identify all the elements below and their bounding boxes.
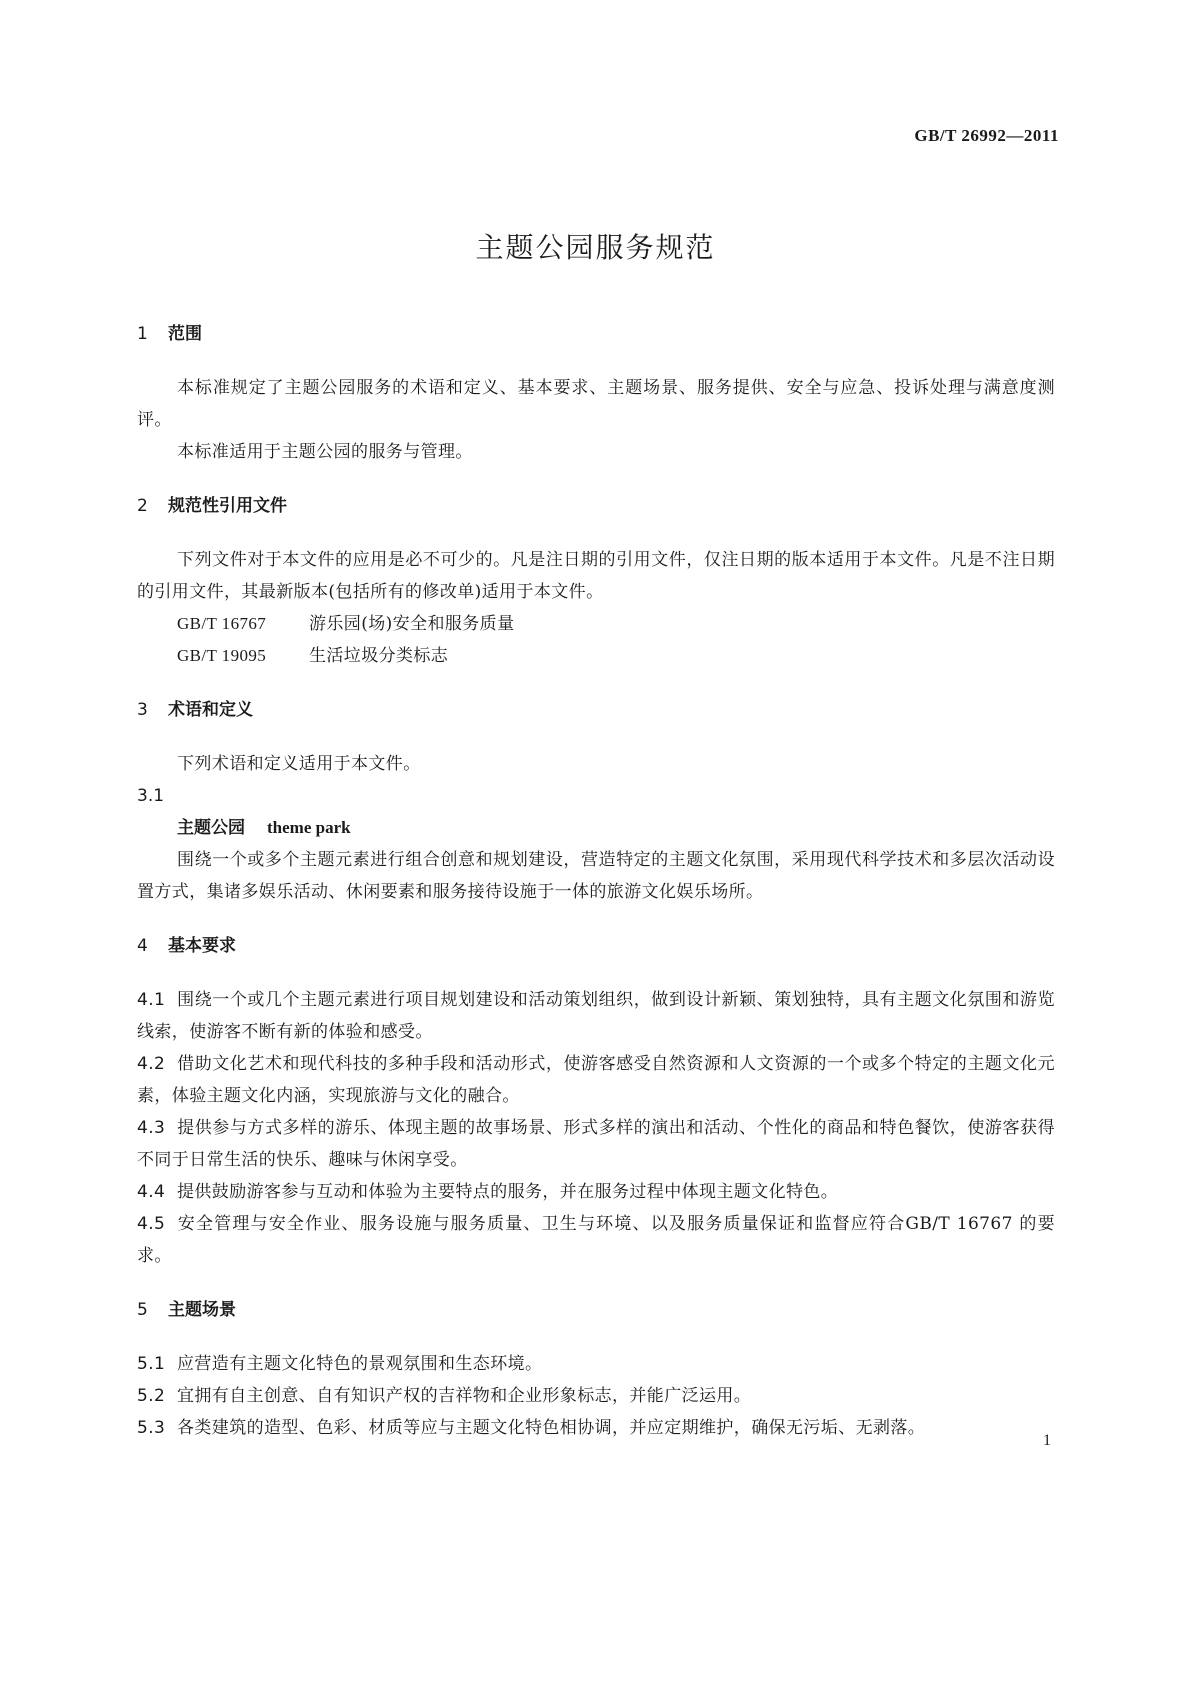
clause bbox=[137, 1048, 1055, 1112]
clause-number: 4.3 bbox=[137, 1118, 166, 1138]
clause-number: 4.4 bbox=[137, 1182, 166, 1202]
term-english: theme park bbox=[267, 818, 351, 837]
clause-text: 应营造有主题文化特色的景观氛围和生态环境。 bbox=[177, 1354, 543, 1374]
section-title: 基本要求 bbox=[168, 936, 236, 956]
document-body bbox=[137, 320, 1055, 1444]
paragraph: 本标准适用于主题公园的服务与管理。 bbox=[177, 442, 473, 462]
clause-number: 5.1 bbox=[137, 1354, 166, 1374]
clause-text: 提供参与方式多样的游乐、体现主题的故事场景、形式多样的演出和活动、个性化的商品和特色餐饮，使游客获得不同于日常生活的快乐、趣味与休闲享受。 bbox=[137, 1118, 1055, 1170]
reference-title: 游乐园(场)安全和服务质量 bbox=[309, 614, 515, 634]
clause-text: 宜拥有自主创意、自有知识产权的吉祥物和企业形象标志，并能广泛运用。 bbox=[177, 1386, 752, 1406]
clause bbox=[137, 1412, 1055, 1444]
section-number: 4 bbox=[137, 936, 148, 956]
page-number: 1 bbox=[1043, 1432, 1051, 1449]
clause-text: 提供鼓励游客参与互动和体验为主要特点的服务，并在服务过程中体现主题文化特色。 bbox=[177, 1182, 839, 1202]
clause-text: 借助文化艺术和现代科技的多种手段和活动形式，使游客感受自然资源和人文资源的一个或多个特定的主题文化元素，体验主题文化内涵，实现旅游与文化的融合。 bbox=[137, 1054, 1055, 1106]
section-title: 规范性引用文件 bbox=[168, 496, 287, 516]
clause bbox=[137, 1176, 1055, 1208]
clause-number: 4.2 bbox=[137, 1054, 166, 1074]
term-number: 3.1 bbox=[137, 786, 165, 806]
clause-number: 5.3 bbox=[137, 1418, 166, 1438]
paragraph: 下列术语和定义适用于本文件。 bbox=[177, 754, 421, 774]
term-chinese: 主题公园 bbox=[177, 818, 245, 838]
clause bbox=[137, 1380, 1055, 1412]
section-number: 1 bbox=[137, 324, 148, 344]
clause-text: 围绕一个或几个主题元素进行项目规划建设和活动策划组织，做到设计新颖、策划独特，具有主题文化氛围和游览线索，使游客不断有新的体验和感受。 bbox=[137, 990, 1055, 1042]
section-heading-scene bbox=[137, 1296, 1055, 1324]
section-number: 3 bbox=[137, 700, 148, 720]
clause-text: 各类建筑的造型、色彩、材质等应与主题文化特色相协调，并应定期维护，确保无污垢、无剥落。 bbox=[177, 1418, 926, 1438]
document-title: 主题公园服务规范 bbox=[475, 231, 716, 264]
section-title: 主题场景 bbox=[168, 1300, 236, 1320]
section-title: 范围 bbox=[168, 324, 202, 344]
term-entry bbox=[137, 812, 1055, 844]
section-title: 术语和定义 bbox=[168, 700, 253, 720]
clause-number: 5.2 bbox=[137, 1386, 166, 1406]
clause-number: 4.1 bbox=[137, 990, 166, 1010]
section-number: 5 bbox=[137, 1300, 148, 1320]
section-heading-basic bbox=[137, 932, 1055, 960]
clause bbox=[137, 1112, 1055, 1176]
clause-number: 4.5 bbox=[137, 1214, 166, 1234]
reference-code: GB/T 16767 bbox=[177, 614, 267, 633]
paragraph: 本标准规定了主题公园服务的术语和定义、基本要求、主题场景、服务提供、安全与应急、投诉处理与满意度测评。 bbox=[137, 378, 1055, 430]
term-definition: 围绕一个或多个主题元素进行组合创意和规划建设，营造特定的主题文化氛围，采用现代科学技术和多层次活动设置方式，集诸多娱乐活动、休闲要素和服务接待设施于一体的旅游文化娱乐场所。 bbox=[137, 850, 1055, 902]
reference-title: 生活垃圾分类标志 bbox=[309, 646, 449, 666]
section-number: 2 bbox=[137, 496, 148, 516]
clause bbox=[137, 1348, 1055, 1380]
paragraph: 下列文件对于本文件的应用是必不可少的。凡是注日期的引用文件，仅注日期的版本适用于本文件。凡是不注日期的引用文件，其最新版本(包括所有的修改单)适用于本文件。 bbox=[137, 550, 1055, 602]
standard-number: GB/T 26992—2011 bbox=[914, 126, 1059, 145]
section-heading-terms bbox=[137, 696, 1055, 724]
clause bbox=[137, 1208, 1055, 1272]
section-heading-scope bbox=[137, 320, 1055, 348]
reference-code: GB/T 19095 bbox=[177, 646, 267, 665]
reference-item bbox=[137, 608, 1055, 640]
clause-text: 安全管理与安全作业、服务设施与服务质量、卫生与环境、以及服务质量保证和监督应符合GB/T 16767 的要求。 bbox=[137, 1214, 1055, 1266]
section-heading-normative-refs bbox=[137, 492, 1055, 520]
reference-item bbox=[137, 640, 1055, 672]
clause bbox=[137, 984, 1055, 1048]
